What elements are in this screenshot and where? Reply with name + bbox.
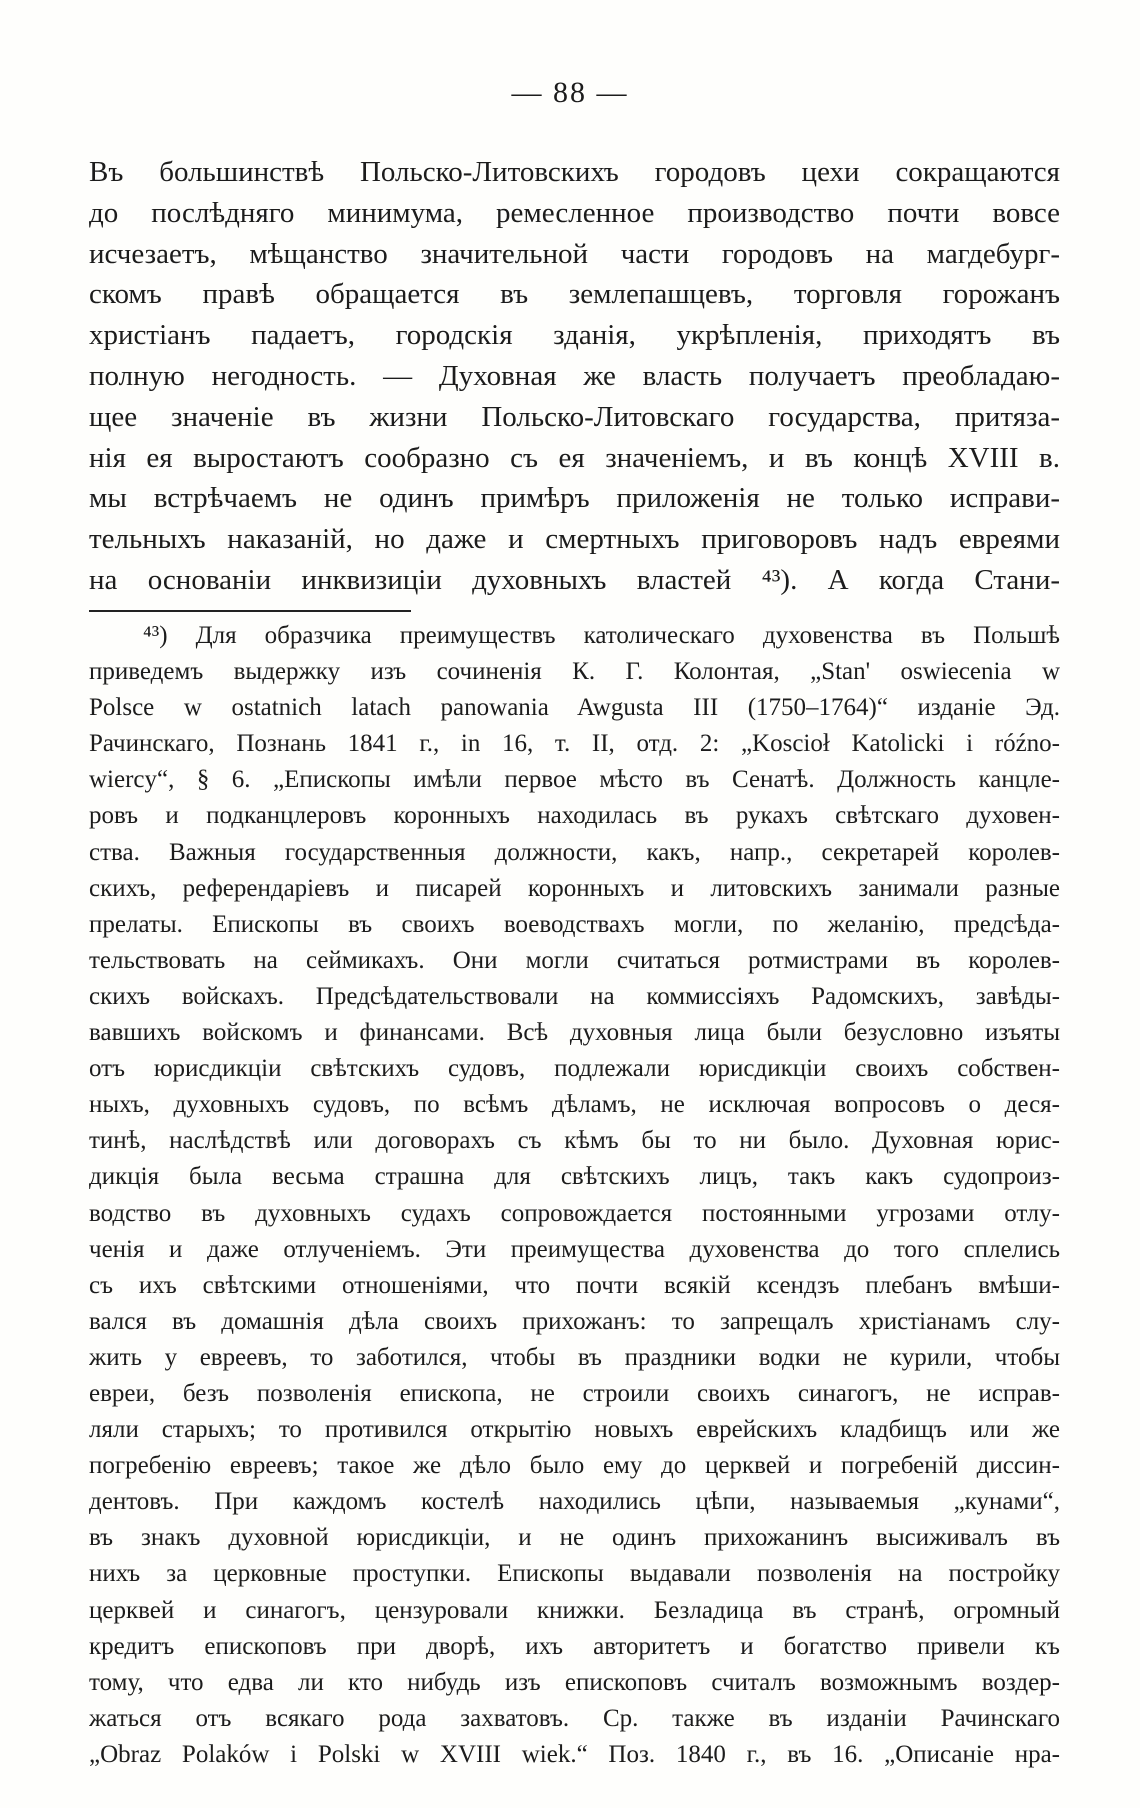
footnote-line: тому, что едва ли кто нибудь изъ епископовъ считалъ возможнымъ воздер- [89,1668,1060,1696]
main-text [89,152,1060,601]
footnote-line: прелаты. Епископы въ своихъ воеводствахъ могли, по желанію, предсѣда- [89,910,1060,938]
footnote-line: „Obraz Polaków i Polski w XVIII wiek.“ Поз. 1840 г., въ 16. „Описаніе нра- [89,1740,1060,1768]
footnote-line: Рачинскаго, Познань 1841 г., in 16, т. II, отд. 2: „Koscioł Katolicki i róźno- [89,730,1060,758]
footnote-line: wiercy“, § 6. „Епископы имѣли первое мѣсто въ Сенатѣ. Должность канцле- [89,766,1060,794]
footnote-line: Polsce w ostatnich latach panowania Awgusta III (1750–1764)“ изданіе Эд. [89,694,1060,722]
body-line: мы встрѣчаемъ не одинъ примѣръ приложенія не только исправи- [89,482,1060,515]
footnote-line: вавшихъ войскомъ и финансами. Всѣ духовныя лица были безусловно изъяты [89,1019,1060,1047]
footnote-line: жить у евреевъ, то заботился, чтобы въ праздники водки не курили, чтобы [89,1343,1060,1371]
body-line: исчезаетъ, мѣщанство значительной части городовъ на магдебург- [89,237,1060,270]
footnote-line: скихъ, референдаріевъ и писарей коронныхъ и литовскихъ занимали разные [89,874,1060,902]
footnote-line: евреи, безъ позволенія епископа, не строили своихъ синагогъ, не исправ- [89,1379,1060,1407]
body-line: до послѣдняго минимума, ремесленное производство почти вовсе [89,196,1060,229]
body-line: на основаніи инквизиціи духовныхъ властей ⁴³). А когда Стани- [89,563,1060,596]
footnote-line: ныхъ, духовныхъ судовъ, по всѣмъ дѣламъ, не исключая вопросовъ о деся- [89,1091,1060,1119]
footnote-line: жаться отъ всякаго рода захватовъ. Ср. также въ изданіи Рачинскаго [89,1704,1060,1732]
footnote-line: дикція была весьма страшна для свѣтскихъ лицъ, такъ какъ судопроиз- [89,1163,1060,1191]
body-line: скомъ правѣ обращается въ землепашцевъ, торговля горожанъ [89,278,1060,311]
footnote-rule [89,610,411,612]
footnote-line: вался въ домашнія дѣла своихъ прихожанъ: то запрещалъ христіанамъ слу- [89,1307,1060,1335]
footnote-line: кредитъ епископовъ при дворѣ, ихъ авторитетъ и богатство привели къ [89,1632,1060,1660]
footnote-line: церквей и синагогъ, цензуровали книжки. Безладица въ странѣ, огромный [89,1596,1060,1624]
footnotes [89,618,1060,1773]
footnote-line: ровъ и подканцлеровъ коронныхъ находилась въ рукахъ свѣтскаго духовен- [89,802,1060,830]
footnote-line: ченія и даже отлученіемъ. Эти преимущества духовенства до того сплелись [89,1235,1060,1263]
page-number: — 88 — [511,76,629,109]
footnote-line: ляли старыхъ; то противился открытію новыхъ еврейскихъ кладбищъ или же [89,1416,1060,1444]
body-line: тельныхъ наказаній, но даже и смертныхъ приговоровъ надъ евреями [89,523,1060,556]
footnote-line: съ ихъ свѣтскими отношеніями, что почти всякій ксендзъ плебанъ вмѣши- [89,1271,1060,1299]
footnote-line: ⁴³) Для образчика преимуществъ католическаго духовенства въ Польшѣ [143,622,1060,649]
footnote-line: отъ юрисдикціи свѣтскихъ судовъ, подлежали юрисдикціи своихъ собствен- [89,1055,1060,1083]
footnote-line: дентовъ. При каждомъ костелѣ находились цѣпи, называемыя „кунами“, [89,1488,1060,1516]
footnote-line: погребенію евреевъ; такое же дѣло было ему до церквей и погребеній диссин- [89,1452,1060,1480]
footnote-line: тельствовать на сеймикахъ. Они могли считаться ротмистрами въ королев- [89,946,1060,974]
footnote-line: ства. Важныя государственныя должности, какъ, напр., секретарей королев- [89,838,1060,866]
footnote-line: въ знакъ духовной юрисдикціи, и не одинъ прихожанинъ высиживалъ въ [89,1524,1060,1552]
body-line: нія ея выростаютъ сообразно съ ея значеніемъ, и въ концѣ XVIII в. [89,441,1060,474]
footnote-line: нихъ за церковные проступки. Епископы выдавали позволенія на постройку [89,1560,1060,1588]
body-line: полную негодность. — Духовная же власть получаетъ преобладаю- [89,359,1060,392]
footnote-line: скихъ войскахъ. Предсѣдательствовали на коммиссіяхъ Радомскихъ, завѣды- [89,982,1060,1010]
footnote-line: водство въ духовныхъ судахъ сопровождается постоянными угрозами отлу- [89,1199,1060,1227]
body-line: христіанъ падаетъ, городскія зданія, укрѣпленія, приходятъ въ [89,319,1060,352]
footnote-line: тинѣ, наслѣдствѣ или договорахъ съ кѣмъ бы то ни было. Духовная юрис- [89,1127,1060,1155]
body-line: Въ большинствѣ Польско-Литовскихъ городовъ цехи сокращаются [89,156,1060,188]
body-line: щее значеніе въ жизни Польско-Литовскаго государства, притяза- [89,400,1060,433]
footnote-line: приведемъ выдержку изъ сочиненія К. Г. Колонтая, „Stan' oswiecenia w [89,658,1060,686]
